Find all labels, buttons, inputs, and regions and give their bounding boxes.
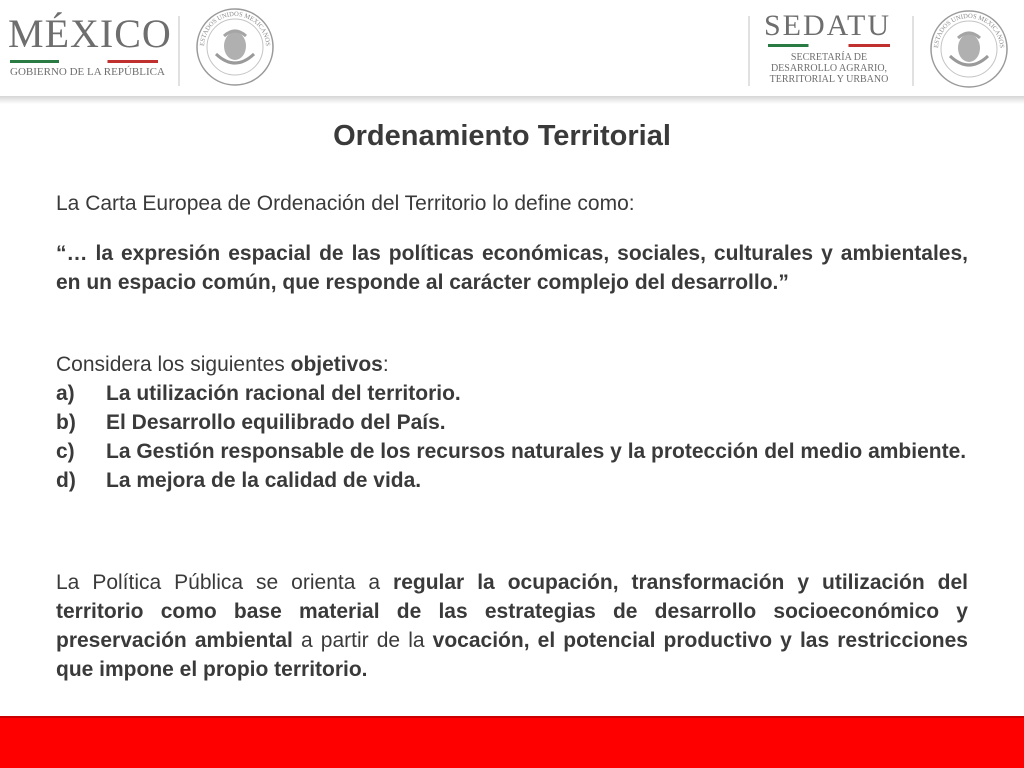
sedatu-subtitle-line: TERRITORIAL Y URBANO [769, 74, 889, 85]
definition-quote: “… la expresión espacial de las políticas económicas, sociales, culturales y ambientales, en un espacio común, que responde al carácter complejo del desarrollo.” [56, 242, 968, 294]
objectives-keyword: objetivos [290, 353, 383, 376]
policy-bold-text: regular la ocupación, transformación y utilización del territorio como base material de las estrategias de desarrollo socioeconómico y preservación ambiental [56, 571, 968, 652]
objectives-list [56, 379, 968, 495]
slide-header [0, 0, 1024, 98]
list-item [56, 437, 968, 466]
policy-paragraph [56, 568, 968, 684]
policy-text: a partir de la [292, 629, 433, 652]
gobierno-subtitle: GOBIERNO DE LA REPÚBLICA [10, 66, 165, 78]
sedatu-logo [764, 10, 896, 90]
list-item [56, 379, 968, 408]
header-divider [748, 16, 750, 86]
seal-text: ESTADOS UNIDOS MEXICANOS [198, 10, 272, 47]
list-item [56, 408, 968, 437]
mexico-wordmark: MÉXICO [8, 11, 172, 56]
header-divider [912, 16, 914, 86]
policy-bold-text: vocación, el potencial productivo y las restricciones que impone el propio territorio. [56, 629, 968, 681]
sedatu-subtitle-line: SECRETARÍA DE [790, 52, 868, 63]
list-marker: b) [56, 411, 76, 434]
coat-of-arms-seal-icon [928, 8, 1010, 90]
footer-bar [0, 718, 1024, 768]
header-divider [178, 16, 180, 86]
list-marker: c) [56, 440, 75, 463]
coat-of-arms-seal-icon [194, 6, 276, 88]
gobierno-mexico-logo [8, 11, 172, 84]
seal-text: ESTADOS UNIDOS MEXICANOS [932, 12, 1006, 49]
objectives-lead-end: : [382, 353, 389, 376]
list-item-text: La mejora de la calidad de vida. [106, 469, 422, 492]
objectives-lead-text: Considera los siguientes [56, 353, 291, 376]
slide-title: Ordenamiento Territorial [333, 120, 671, 152]
list-item-text: La utilización racional del territorio. [106, 382, 461, 405]
sedatu-subtitle-line: DESARROLLO AGRARIO, [770, 63, 888, 74]
list-marker: a) [56, 382, 75, 405]
tricolor-line [768, 44, 890, 47]
list-item [56, 466, 968, 495]
tricolor-line [10, 60, 158, 63]
policy-text: La Política Pública se orienta a [56, 571, 394, 594]
list-item-text: La Gestión responsable de los recursos naturales y la protección del medio ambiente. [106, 440, 967, 463]
list-item-text: El Desarrollo equilibrado del País. [106, 411, 446, 434]
objectives-lead [56, 350, 968, 379]
list-marker: d) [56, 469, 76, 492]
sedatu-wordmark: SEDATU [764, 9, 892, 42]
header-shadow [0, 96, 1024, 104]
intro-paragraph: La Carta Europea de Ordenación del Territorio lo define como: [56, 192, 635, 215]
